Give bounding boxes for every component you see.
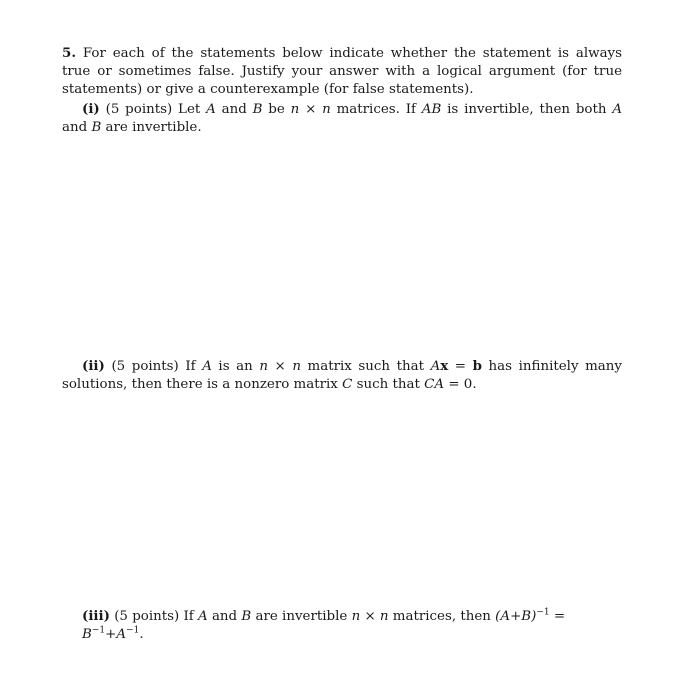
part-iii-statement xyxy=(82,607,622,644)
problem-number: 5. xyxy=(62,45,76,61)
text: . xyxy=(139,627,144,642)
text: and xyxy=(62,120,92,135)
math: B xyxy=(241,609,252,624)
text: matrices. If xyxy=(330,102,422,117)
math: AB xyxy=(421,102,442,117)
text: is invertible, then both xyxy=(441,102,613,117)
math: A xyxy=(612,102,622,117)
text: has infinitely many solutions, then there is a nonzero matrix xyxy=(62,359,622,392)
part-ii-label: (ii) xyxy=(82,358,105,374)
math-exponent: −1 xyxy=(536,607,550,618)
part-i-label: (i) xyxy=(82,101,100,117)
text: are invertible. xyxy=(101,120,202,135)
math-exponent: −1 xyxy=(126,625,140,636)
math-exponent: −1 xyxy=(91,625,106,636)
text: Let xyxy=(178,102,207,117)
text: and xyxy=(207,609,242,624)
text: matrices, then xyxy=(388,609,496,624)
math: B xyxy=(82,627,92,642)
part-ii-statement xyxy=(62,357,622,394)
text: and xyxy=(215,102,253,117)
part-i-points: (5 points) xyxy=(105,102,173,117)
text: If xyxy=(183,609,199,624)
math: n × n xyxy=(259,359,301,374)
math: A xyxy=(430,359,441,374)
math-vector: x xyxy=(440,358,449,374)
problem-intro-text: For each of the statements below indicate whether the statement is always true or sometimes false. Justify your answer with a logical argument (for true statements) or give a counterexample (for false statements). xyxy=(62,46,622,97)
math: B xyxy=(91,120,102,135)
part-iii-label: (iii) xyxy=(82,608,110,624)
math: CA xyxy=(424,377,445,392)
math: (A+B) xyxy=(495,609,537,624)
math: n × n xyxy=(351,609,389,624)
text: + xyxy=(105,627,117,642)
text: = xyxy=(549,609,566,624)
math: A xyxy=(202,359,212,374)
text: matrix such that xyxy=(300,359,431,374)
text: = xyxy=(448,359,473,374)
math: A xyxy=(198,609,208,624)
text: is an xyxy=(211,359,260,374)
text: = 0. xyxy=(444,377,477,392)
math: n × n xyxy=(290,102,331,117)
math: B xyxy=(252,102,263,117)
math: A xyxy=(206,102,216,117)
text: If xyxy=(185,359,203,374)
math: A xyxy=(116,627,127,642)
text: are invertible xyxy=(251,609,352,624)
text: be xyxy=(262,102,291,117)
part-i-statement xyxy=(62,100,622,137)
math-vector: b xyxy=(472,358,482,374)
part-ii-points: (5 points) xyxy=(111,359,179,374)
problem-intro xyxy=(62,44,622,99)
math: C xyxy=(342,377,353,392)
part-iii-points: (5 points) xyxy=(114,609,180,624)
text: such that xyxy=(352,377,425,392)
